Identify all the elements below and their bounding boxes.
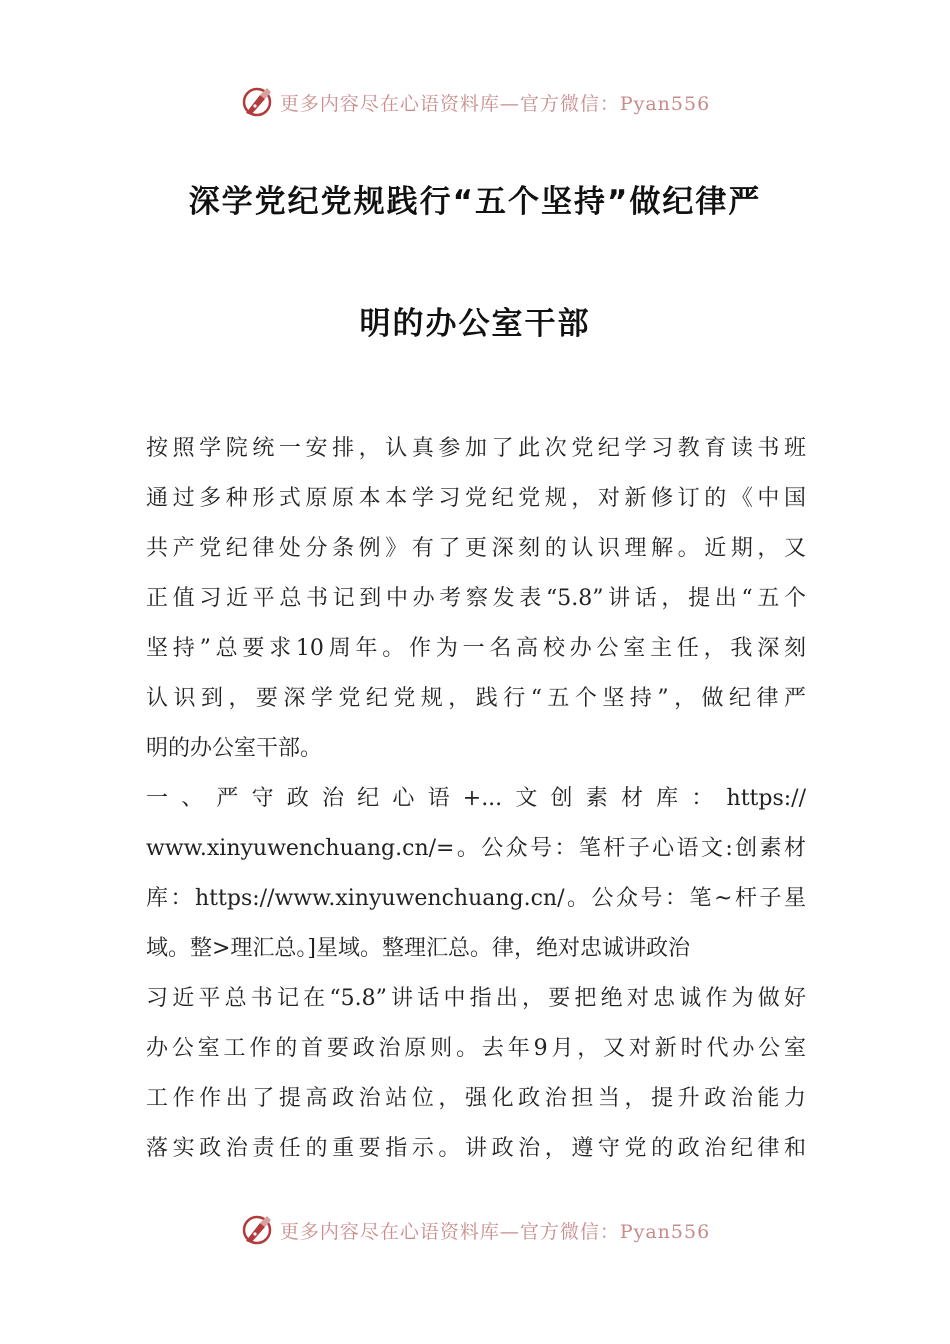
footer-watermark	[0, 1210, 950, 1250]
body-line: 办公室工作的首要政治原则。去年9月，又对新时代办公室	[146, 1036, 806, 1061]
pen-nib-logo-icon	[240, 1213, 274, 1247]
document-title-line-2: 明的办公室干部	[359, 306, 591, 342]
body-line: 工作作出了提高政治站位，强化政治担当，提升政治能力	[146, 1086, 806, 1111]
watermark-text: 更多内容尽在心语资料库—官方微信：Pyan556	[279, 92, 711, 115]
body-line: 域。整>理汇总。]星域。整理汇总。律，绝对忠诚讲政治	[146, 936, 691, 961]
document-title-line-1: 深学党纪党规践行“五个坚持”做纪律严	[188, 184, 762, 220]
watermark-text: 更多内容尽在心语资料库—官方微信：Pyan556	[279, 1220, 711, 1243]
pen-nib-logo-icon	[240, 85, 274, 119]
body-line: 正值习近平总书记到中办考察发表“5.8”讲话，提出“五个	[146, 586, 806, 611]
body-line: 共产党纪律处分条例》有了更深刻的认识理解。近期，又	[146, 536, 806, 561]
body-line: 通过多种形式原原本本学习党纪党规，对新修订的《中国	[146, 486, 806, 511]
header-watermark	[0, 82, 950, 122]
body-line: 按照学院统一安排，认真参加了此次党纪学习教育读书班	[146, 436, 806, 461]
body-line: 坚持”总要求10周年。作为一名高校办公室主任，我深刻	[146, 636, 806, 661]
body-line: www.xinyuwenchuang.cn/=。公众号：笔杆子心语文:创素材	[146, 836, 806, 861]
document-body	[146, 424, 806, 1174]
body-line: 库：https://www.xinyuwenchuang.cn/。公众号：笔~杆子星	[146, 886, 806, 911]
body-line: 认识到，要深学党纪党规，践行“五个坚持”，做纪律严	[146, 686, 806, 711]
body-line: 落实政治责任的重要指示。讲政治，遵守党的政治纪律和	[146, 1136, 806, 1161]
section-heading-line: 一、严守政治纪心语+...文创素材库：https://	[146, 786, 806, 811]
body-line: 习近平总书记在“5.8”讲话中指出，要把绝对忠诚作为做好	[146, 986, 806, 1011]
body-line: 明的办公室干部。	[146, 736, 323, 761]
